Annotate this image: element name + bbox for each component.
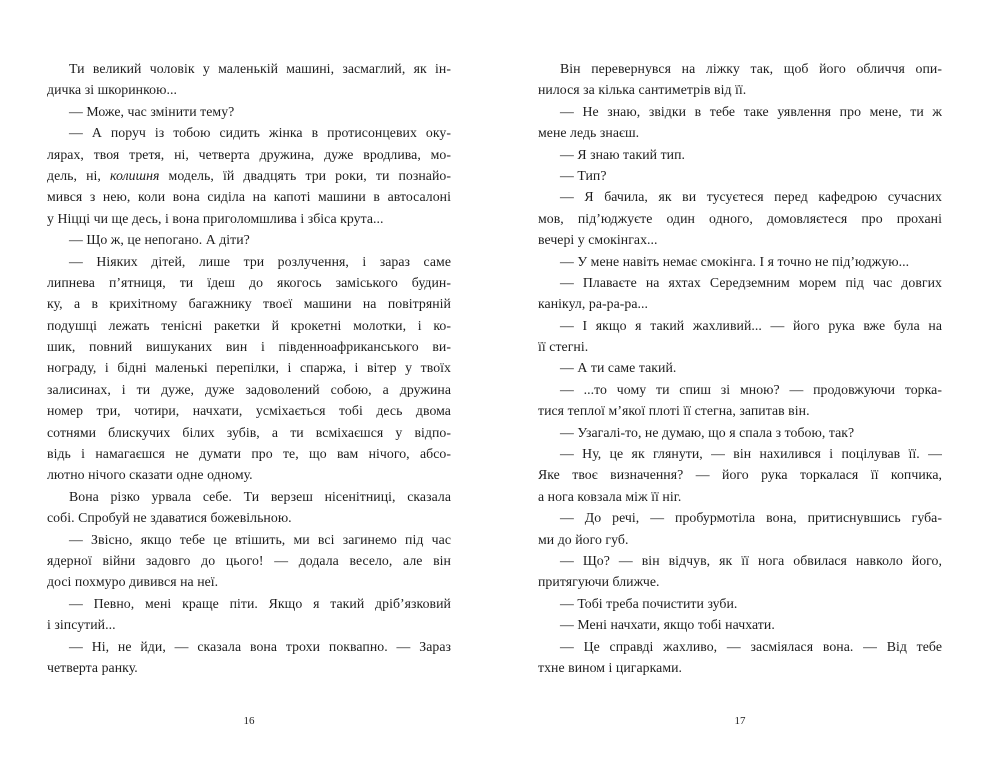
text-line: — Узагалі-то, не думаю, що я спала з тобою, так? xyxy=(560,424,855,440)
text-line: — І якщо я такий жахливий... — його рука вже була на xyxy=(560,317,942,333)
text-line: — А поруч із тобою сидить жінка в протисонцевих оку- xyxy=(69,125,451,141)
text-block xyxy=(47,58,451,678)
text-line: — А ти саме такий. xyxy=(560,360,677,376)
text-line: лярах, твоя третя, ні, четверта дружина, дуже вродлива, мо- xyxy=(47,146,451,162)
text-line: — Може, час змінити тему? xyxy=(69,103,235,119)
text-line: — До речі, — пробурмотіла вона, притиснувшись губа- xyxy=(560,510,942,526)
text-block xyxy=(538,58,942,678)
text-line: — Певно, мені краще піти. Якщо я такий дріб’язковий xyxy=(69,595,451,611)
text-line: лютно нічого сказати одне одному. xyxy=(47,467,253,483)
text-line: тися теплої м’якої плоті її стегна, запитав він. xyxy=(538,403,810,419)
text-line: — Я бачила, як ви тусуєтеся перед кафедрою сучасних xyxy=(560,189,942,205)
text-line: досі похмуро дивився на неї. xyxy=(47,574,219,590)
text-line: канікул, ра-ра-ра... xyxy=(538,296,649,312)
text-line: — Тип? xyxy=(560,167,607,183)
text-line: Він перевернувся на ліжку так, щоб його обличчя опи- xyxy=(560,61,942,76)
text-line: — Не знаю, звідки в тебе таке уявлення про мене, ти ж xyxy=(560,103,942,119)
text-line: — Мені начхати, якщо тобі начхати. xyxy=(560,617,775,633)
text-line: — Що? — він відчув, як її нога обвилася навколо його, xyxy=(560,552,942,568)
text-line: мився з нею, коли вона сиділа на капоті машини в автосалоні xyxy=(47,189,451,205)
text-line: притягуючи ближче. xyxy=(538,574,660,590)
text-line: липнева п’ятниця, ти їдеш до якогось заміського будин- xyxy=(47,274,451,290)
text-line: — У мене навіть немає смокінга. І я точно не під’юджую... xyxy=(560,253,910,269)
text-line: — Ну, це як глянути, — він нахилився і поцілував її. — xyxy=(560,446,942,462)
text-line: Вона різко урвала себе. Ти верзеш нісенітниці, сказала xyxy=(69,488,451,504)
page-right xyxy=(538,58,942,678)
text-line: — ...то чому ти спиш зі мною? — продовжуючи торка- xyxy=(560,381,942,397)
page-number-left: 16 xyxy=(243,715,255,727)
text-line: нилося за кілька сантиметрів від її. xyxy=(538,82,747,98)
text-line: — Ні, не йди, — сказала вона трохи поквапно. — Зараз xyxy=(69,638,451,654)
text-line: дель, ні, колишня модель, їй двадцять три роки, ти познайо- xyxy=(47,167,451,183)
text-line: номер три, чотири, начхати, усміхається тобі десь двома xyxy=(47,403,451,419)
text-line: вечері у смокінгах... xyxy=(538,232,658,248)
text-line: — Ніяких дітей, лише три розлучення, і зараз саме xyxy=(69,253,451,269)
text-line: мене ледь знаєш. xyxy=(538,125,640,141)
text-line: мов, під’юджуєте один одного, домовляєтеся про прохані xyxy=(538,210,942,226)
text-line: відь і намагаєшся не думати про те, що вам нічого, абсо- xyxy=(47,446,451,462)
text-line: подушці лежать тенісні ракетки й крокетні молотки, і ко- xyxy=(47,317,451,333)
text-line: Яке твоє визначення? — його рука торкалася її копчика, xyxy=(538,467,942,483)
text-line: собі. Спробуй не здаватися божевільною. xyxy=(47,510,292,526)
text-line: її стегні. xyxy=(538,339,589,355)
text-line: і зіпсутий... xyxy=(47,617,116,633)
text-line: сотнями блискучих білих зубів, а ти всміхаєшся у відпо- xyxy=(47,424,451,440)
text-line: — Я знаю такий тип. xyxy=(560,146,686,162)
text-line: залисинах, і ти дуже, дуже задоволений собою, а дружина xyxy=(47,381,451,397)
text-line: — Що ж, це непогано. А діти? xyxy=(69,232,250,248)
text-line: — Тобі треба почистити зуби. xyxy=(560,595,738,611)
text-line: у Ніцці чи ще десь, і вона приголомшлива і збіса крута... xyxy=(47,210,384,226)
text-line: нограду, і бідні маленькі перепілки, і спаржа, і вітер у твоїх xyxy=(47,360,451,376)
text-line: четверта ранку. xyxy=(47,659,138,675)
text-line: ми до його губ. xyxy=(538,531,629,547)
text-line: — Плаваєте на яхтах Середземним морем під час довгих xyxy=(560,274,942,290)
text-line: а нога ковзала між її ніг. xyxy=(538,488,682,504)
text-line: тхне вином і цигарками. xyxy=(538,659,683,675)
text-line: — Це справді жахливо, — засміялася вона. — Від тебе xyxy=(560,638,942,654)
text-line: Ти великий чоловік у маленькій машині, засмаглий, як ін- xyxy=(69,61,451,76)
text-line: ядерної війни задовго до цього! — додала весело, але він xyxy=(47,552,451,568)
text-line: — Звісно, якщо тебе це втішить, ми всі загинемо під час xyxy=(69,531,451,547)
page-left xyxy=(47,58,451,678)
text-line: шик, повний вишуканих вин і південноафриканського ви- xyxy=(47,339,451,355)
page-number-right: 17 xyxy=(734,715,746,727)
text-line: дичка зі шкоринкою... xyxy=(47,82,177,98)
text-line: ку, а в крихітному багажнику твоєї машини на повітряній xyxy=(47,296,451,312)
